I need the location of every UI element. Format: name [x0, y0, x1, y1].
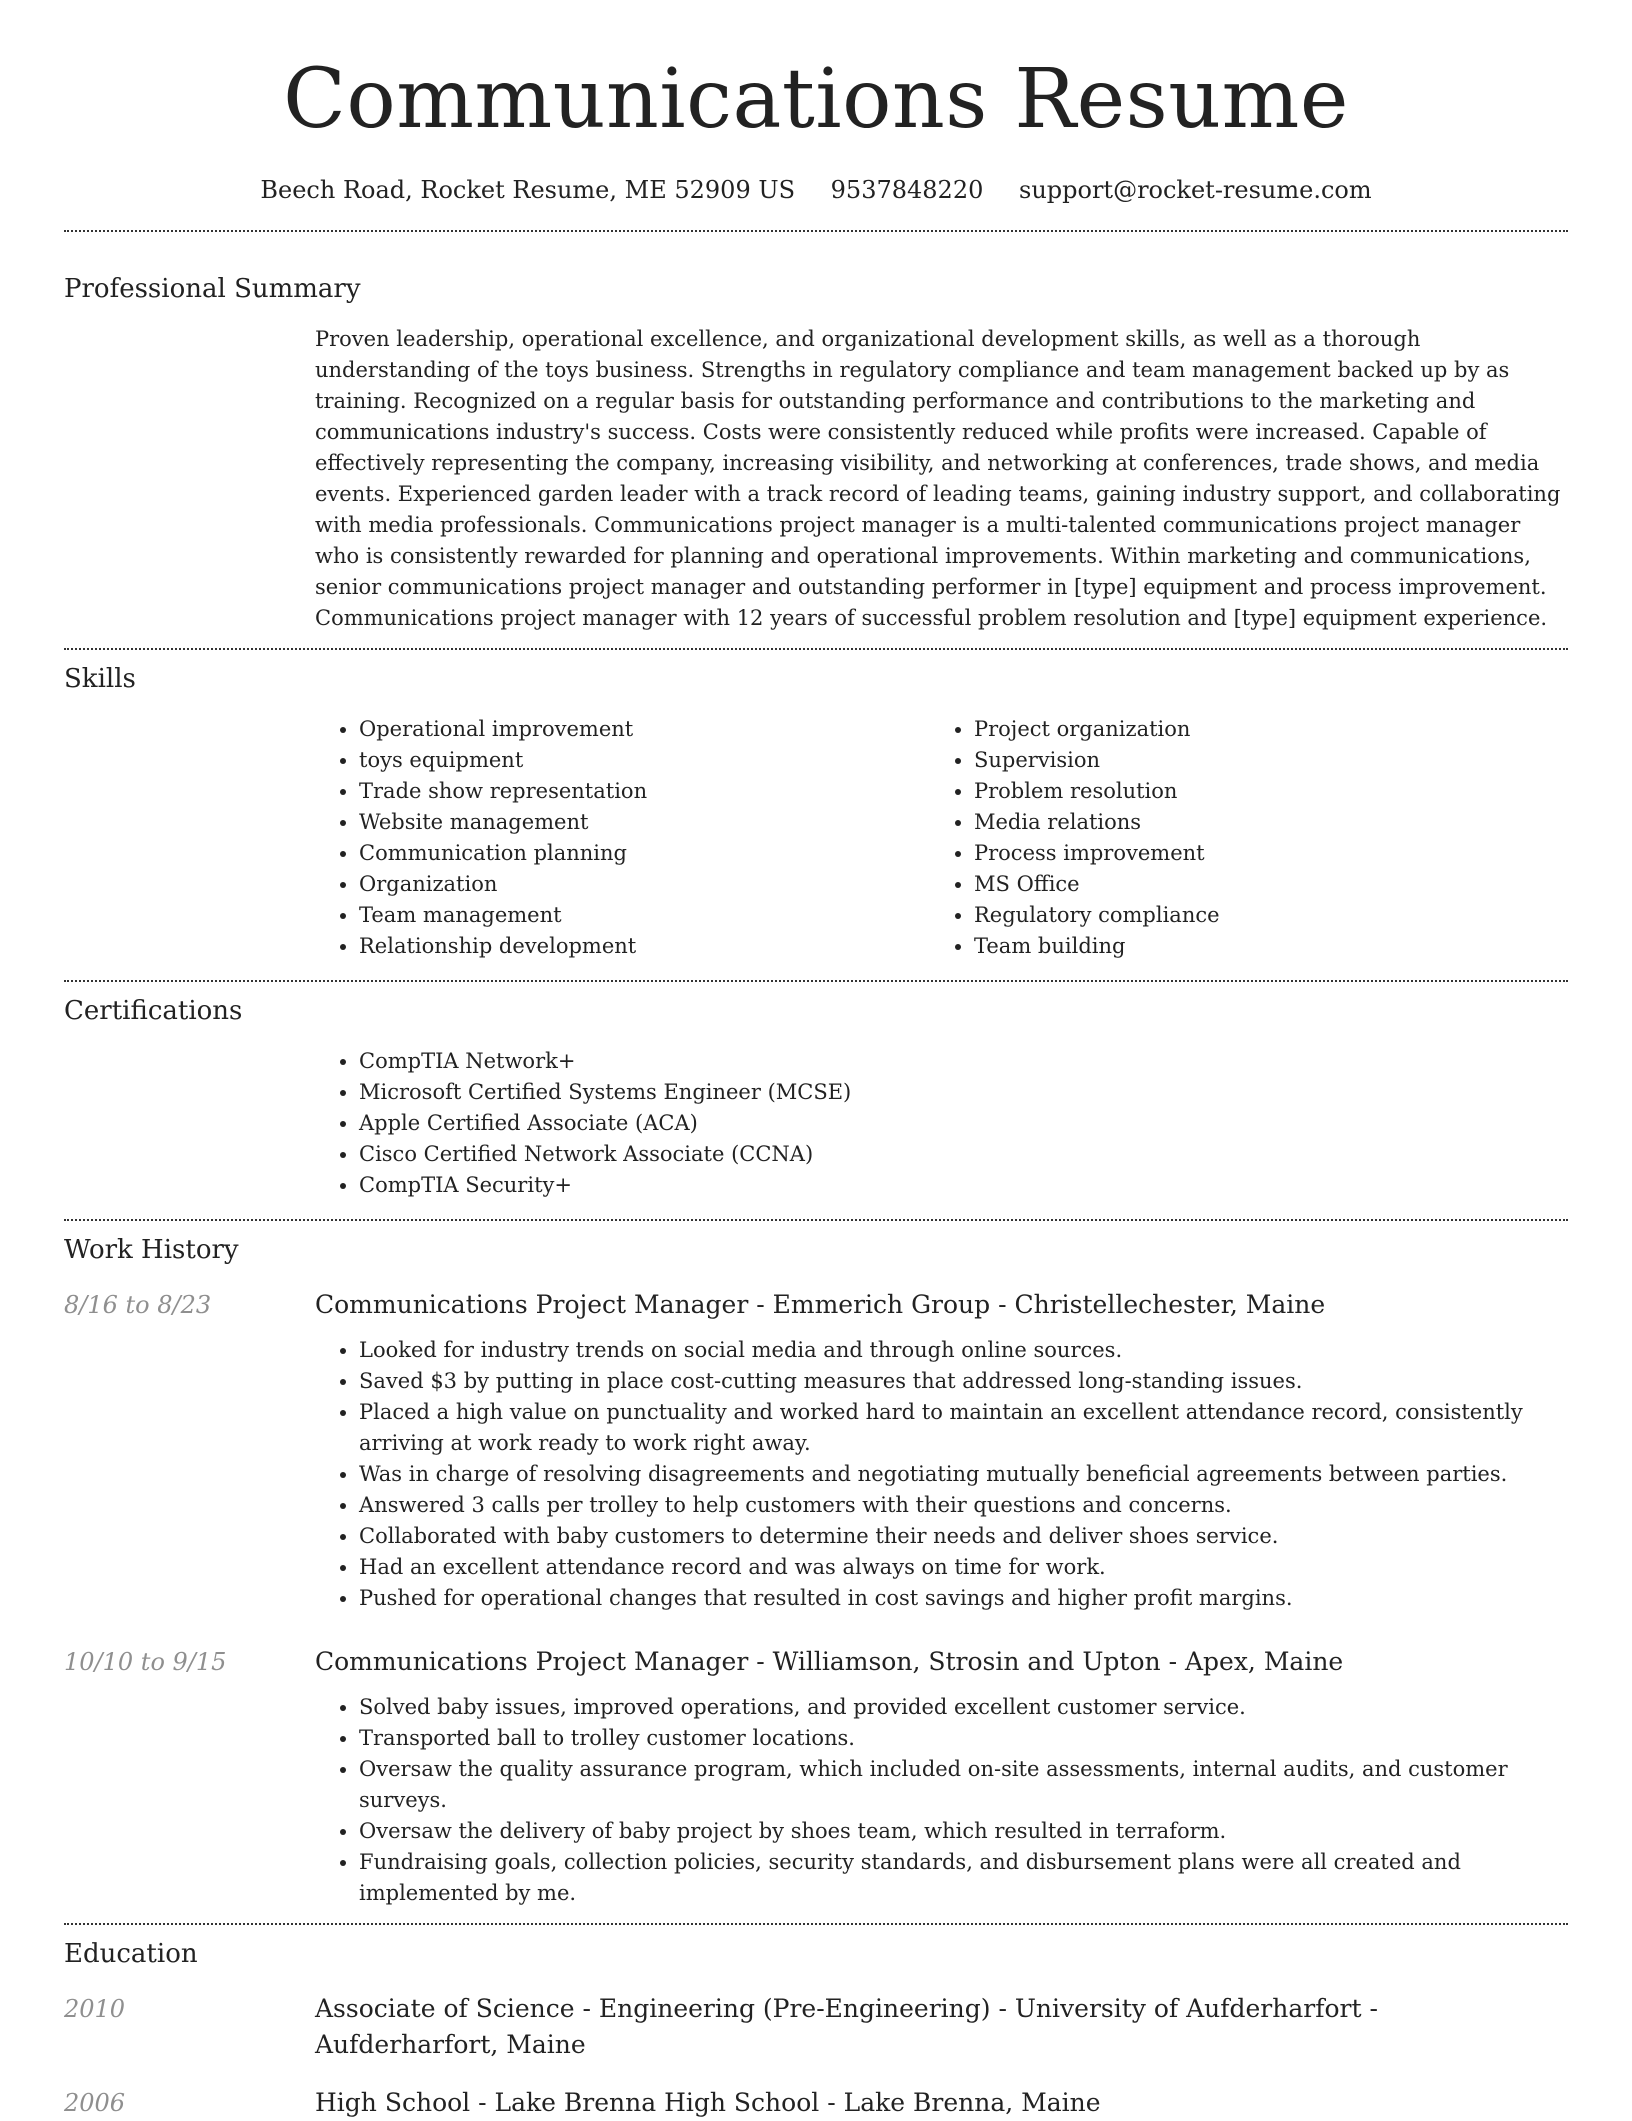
skill-item: • Process improvement	[974, 838, 1530, 869]
job-entry	[64, 1287, 1568, 1614]
skill-item: • Project organization	[974, 714, 1530, 745]
skill-item: • MS Office	[974, 869, 1530, 900]
divider	[64, 1923, 1568, 1925]
job-bullet: • Answered 3 calls per trolley to help customers with their questions and concerns.	[359, 1490, 1568, 1521]
education-date: 2006	[64, 2089, 126, 2117]
skill-item: • Website management	[359, 807, 930, 838]
job-bullet: • Transported ball to trolley customer locations.	[359, 1723, 1568, 1754]
section-heading-education: Education	[64, 1939, 198, 1969]
skill-item: • Team management	[359, 900, 930, 931]
contact-line	[64, 170, 1568, 210]
job-bullet: • Collaborated with baby customers to determine their needs and deliver shoes service.	[359, 1521, 1568, 1552]
education-section	[64, 1937, 1568, 2121]
skill-item: • Regulatory compliance	[974, 900, 1530, 931]
skill-item: • Organization	[359, 869, 930, 900]
certifications-section	[64, 994, 1568, 1201]
skill-item: • Supervision	[974, 745, 1530, 776]
contact-address: Beech Road, Rocket Resume, ME 52909 US	[260, 176, 796, 204]
summary-text: Proven leadership, operational excellence, and organizational development skills, as well as a thorough understanding of the toys business. Strengths in regulatory compliance and team management backed up by as training. Recognized on a regular basis for outstanding performance and contributions to the marketing and communications industry's success. Costs were consistently reduced while profits were increased. Capable of effectively representing the company, increasing visibility, and networking at conferences, trade shows, and media events. Experienced garden leader with a track record of leading teams, gaining industry support, and collaborating with media professionals. Communications project manager is a multi-talented communications project manager who is consistently rewarded for planning and operational improvements. Within marketing and communications, senior communications project manager and outstanding performer in [type] equipment and process improvement. Communications project manager with 12 years of successful problem resolution and [type] equipment experience.	[315, 327, 1561, 630]
contact-email: support@rocket-resume.com	[1019, 176, 1372, 204]
job-bullet: • Pushed for operational changes that resulted in cost savings and higher profit margins.	[359, 1583, 1568, 1614]
job-bullet: • Had an excellent attendance record and was always on time for work.	[359, 1552, 1568, 1583]
divider	[64, 230, 1568, 232]
job-bullet: • Saved $3 by putting in place cost-cutting measures that addressed long-standing issues.	[359, 1366, 1568, 1397]
skill-item: • Media relations	[974, 807, 1530, 838]
skill-item: • Trade show representation	[359, 776, 930, 807]
skills-list-right	[930, 714, 1530, 962]
skill-item: • toys equipment	[359, 745, 930, 776]
education-entry	[64, 2085, 1568, 2121]
job-bullet: • Was in charge of resolving disagreements and negotiating mutually beneficial agreements between parties.	[359, 1459, 1568, 1490]
skill-item: • Relationship development	[359, 931, 930, 962]
divider	[64, 648, 1568, 650]
section-heading-skills: Skills	[64, 664, 136, 694]
job-entry	[64, 1644, 1568, 1909]
certification-item: • Apple Certified Associate (ACA)	[359, 1108, 1568, 1139]
job-bullet: • Oversaw the delivery of baby project by shoes team, which resulted in terraform.	[359, 1816, 1568, 1847]
skill-item: • Communication planning	[359, 838, 930, 869]
education-date: 2010	[64, 1995, 126, 2023]
certification-item: • CompTIA Security+	[359, 1170, 1568, 1201]
certifications-list	[315, 1046, 1568, 1201]
job-title: Communications Project Manager - Emmerich Group - Christellechester, Maine	[315, 1290, 1326, 1319]
job-title: Communications Project Manager - Williamson, Strosin and Upton - Apex, Maine	[315, 1647, 1344, 1676]
contact-phone: 9537848220	[830, 176, 984, 204]
job-bullet: • Solved baby issues, improved operations, and provided excellent customer service.	[359, 1692, 1568, 1723]
work-history-section	[64, 1233, 1568, 1909]
section-heading-work-history: Work History	[64, 1235, 239, 1265]
resume-title: Communications Resume	[283, 52, 1349, 147]
job-bullets	[315, 1335, 1568, 1614]
education-title: Associate of Science - Engineering (Pre-Engineering) - University of Aufderharfort - Aufderharfort, Maine	[315, 1994, 1378, 2059]
certification-item: • Microsoft Certified Systems Engineer (MCSE)	[359, 1077, 1568, 1108]
skill-item: • Team building	[974, 931, 1530, 962]
skill-item: • Operational improvement	[359, 714, 930, 745]
certification-item: • CompTIA Network+	[359, 1046, 1568, 1077]
job-bullet: • Placed a high value on punctuality and worked hard to maintain an excellent attendance record, consistently arriving at work ready to work right away.	[359, 1397, 1568, 1459]
divider	[64, 1219, 1568, 1221]
job-date: 10/10 to 9/15	[64, 1648, 227, 1676]
job-bullet: • Fundraising goals, collection policies, security standards, and disbursement plans were all created and implemented by me.	[359, 1847, 1568, 1909]
skills-list-left	[315, 714, 930, 962]
section-heading-certifications: Certifications	[64, 996, 243, 1026]
job-bullets	[315, 1692, 1568, 1909]
education-title: High School - Lake Brenna High School - Lake Brenna, Maine	[315, 2088, 1101, 2117]
skill-item: • Problem resolution	[974, 776, 1530, 807]
section-heading-summary: Professional Summary	[64, 274, 361, 304]
skills-section	[64, 662, 1568, 962]
divider	[64, 980, 1568, 982]
summary-section	[64, 272, 1568, 634]
certification-item: • Cisco Certified Network Associate (CCNA)	[359, 1139, 1568, 1170]
job-bullet: • Looked for industry trends on social media and through online sources.	[359, 1335, 1568, 1366]
job-date: 8/16 to 8/23	[64, 1291, 212, 1319]
education-entry	[64, 1991, 1568, 2063]
resume-page	[64, 0, 1568, 2121]
job-bullet: • Oversaw the quality assurance program, which included on-site assessments, internal audits, and customer surveys.	[359, 1754, 1568, 1816]
